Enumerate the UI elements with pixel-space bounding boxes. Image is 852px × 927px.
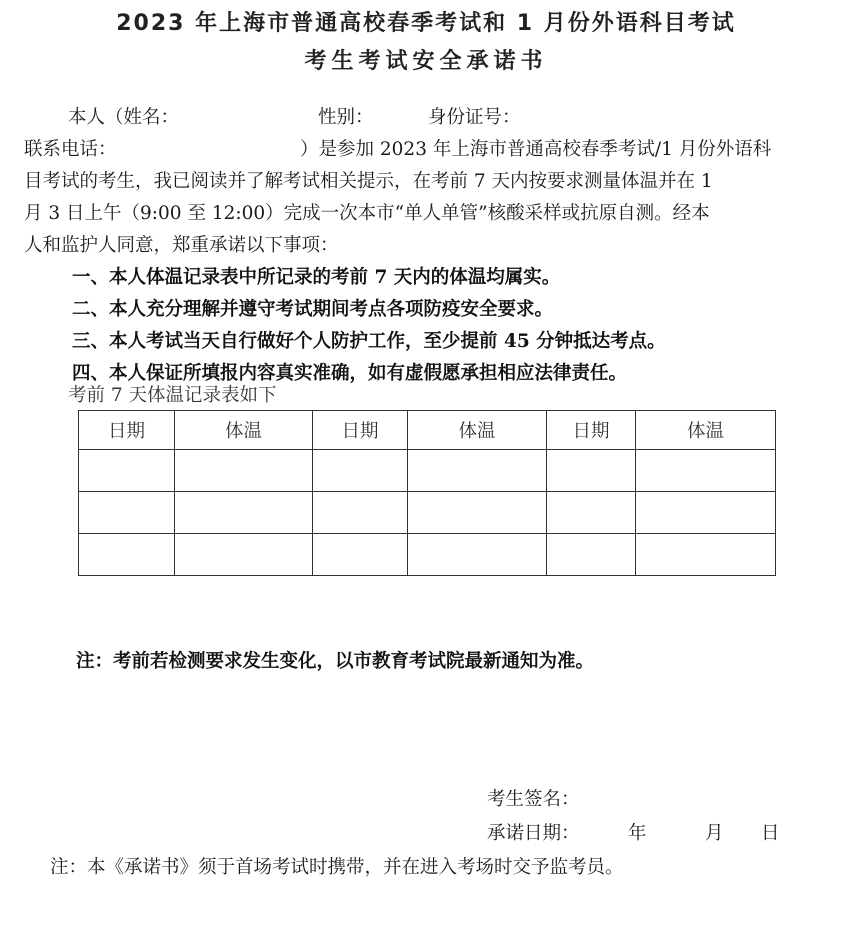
- column-header-date: 日期: [547, 411, 636, 450]
- table-row: [79, 492, 776, 534]
- table-cell[interactable]: [636, 492, 776, 534]
- gender-label: 性别：: [318, 107, 374, 128]
- table-cell[interactable]: [408, 492, 547, 534]
- table-caption: 考前 7 天体温记录表如下: [68, 385, 277, 406]
- phone-label: 联系电话：: [24, 139, 117, 160]
- table-cell[interactable]: [408, 534, 547, 576]
- table-cell[interactable]: [79, 534, 175, 576]
- table-cell[interactable]: [79, 450, 175, 492]
- table-cell[interactable]: [547, 534, 636, 576]
- pledge-item-1: 一、本人体温记录表中所记录的考前 7 天内的体温均属实。: [72, 267, 561, 288]
- temperature-record-table: [78, 410, 776, 576]
- pledge-item-4: 四、本人保证所填报内容真实准确，如有虚假愿承担相应法律责任。: [72, 363, 628, 384]
- table-cell[interactable]: [636, 450, 776, 492]
- intro-line4: 月 3 日上午（9:00 至 12:00）完成一次本市“单人单管”核酸采样或抗原自测。经本: [24, 203, 710, 224]
- column-header-date: 日期: [313, 411, 408, 450]
- table-cell[interactable]: [547, 450, 636, 492]
- table-cell[interactable]: [313, 450, 408, 492]
- column-header-temperature: 体温: [408, 411, 547, 450]
- pledge-date-label: 承诺日期：: [487, 823, 580, 844]
- year-label: 年: [628, 823, 647, 844]
- table-cell[interactable]: [313, 492, 408, 534]
- month-label: 月: [705, 823, 724, 844]
- pledge-item-3: 三、本人考试当天自行做好个人防护工作，至少提前 45 分钟抵达考点。: [72, 331, 666, 352]
- table-cell[interactable]: [175, 492, 313, 534]
- column-header-date: 日期: [79, 411, 175, 450]
- table-cell[interactable]: [175, 534, 313, 576]
- signer-label: 考生签名：: [487, 789, 580, 810]
- footer-note: 注：本《承诺书》须于首场考试时携带，并在进入考场时交予监考员。: [50, 857, 624, 878]
- table-cell[interactable]: [313, 534, 408, 576]
- document-title-line2: 考生考试安全承诺书: [304, 49, 548, 74]
- column-header-temperature: 体温: [175, 411, 313, 450]
- table-cell[interactable]: [175, 450, 313, 492]
- intro-line2-text: ）是参加 2023 年上海市普通高校春季考试/1 月份外语科: [300, 139, 772, 160]
- column-header-temperature: 体温: [636, 411, 776, 450]
- table-row: [79, 534, 776, 576]
- pledge-item-2: 二、本人充分理解并遵守考试期间考点各项防疫安全要求。: [72, 299, 554, 320]
- name-label: 本人（姓名：: [68, 107, 180, 128]
- intro-line5: 人和监护人同意，郑重承诺以下事项：: [24, 235, 339, 256]
- table-cell[interactable]: [408, 450, 547, 492]
- table-cell[interactable]: [636, 534, 776, 576]
- table-header-row: [79, 411, 776, 450]
- document-title-line1: 2023 年上海市普通高校春季考试和 1 月份外语科目考试: [116, 11, 736, 36]
- table-cell[interactable]: [547, 492, 636, 534]
- change-notice: 注：考前若检测要求发生变化，以市教育考试院最新通知为准。: [76, 651, 595, 672]
- table-row: [79, 450, 776, 492]
- table-cell[interactable]: [79, 492, 175, 534]
- id-number-label: 身份证号：: [428, 107, 521, 128]
- intro-line3: 目考试的考生，我已阅读并了解考试相关提示，在考前 7 天内按要求测量体温并在 1: [24, 171, 713, 192]
- day-label: 日: [761, 823, 780, 844]
